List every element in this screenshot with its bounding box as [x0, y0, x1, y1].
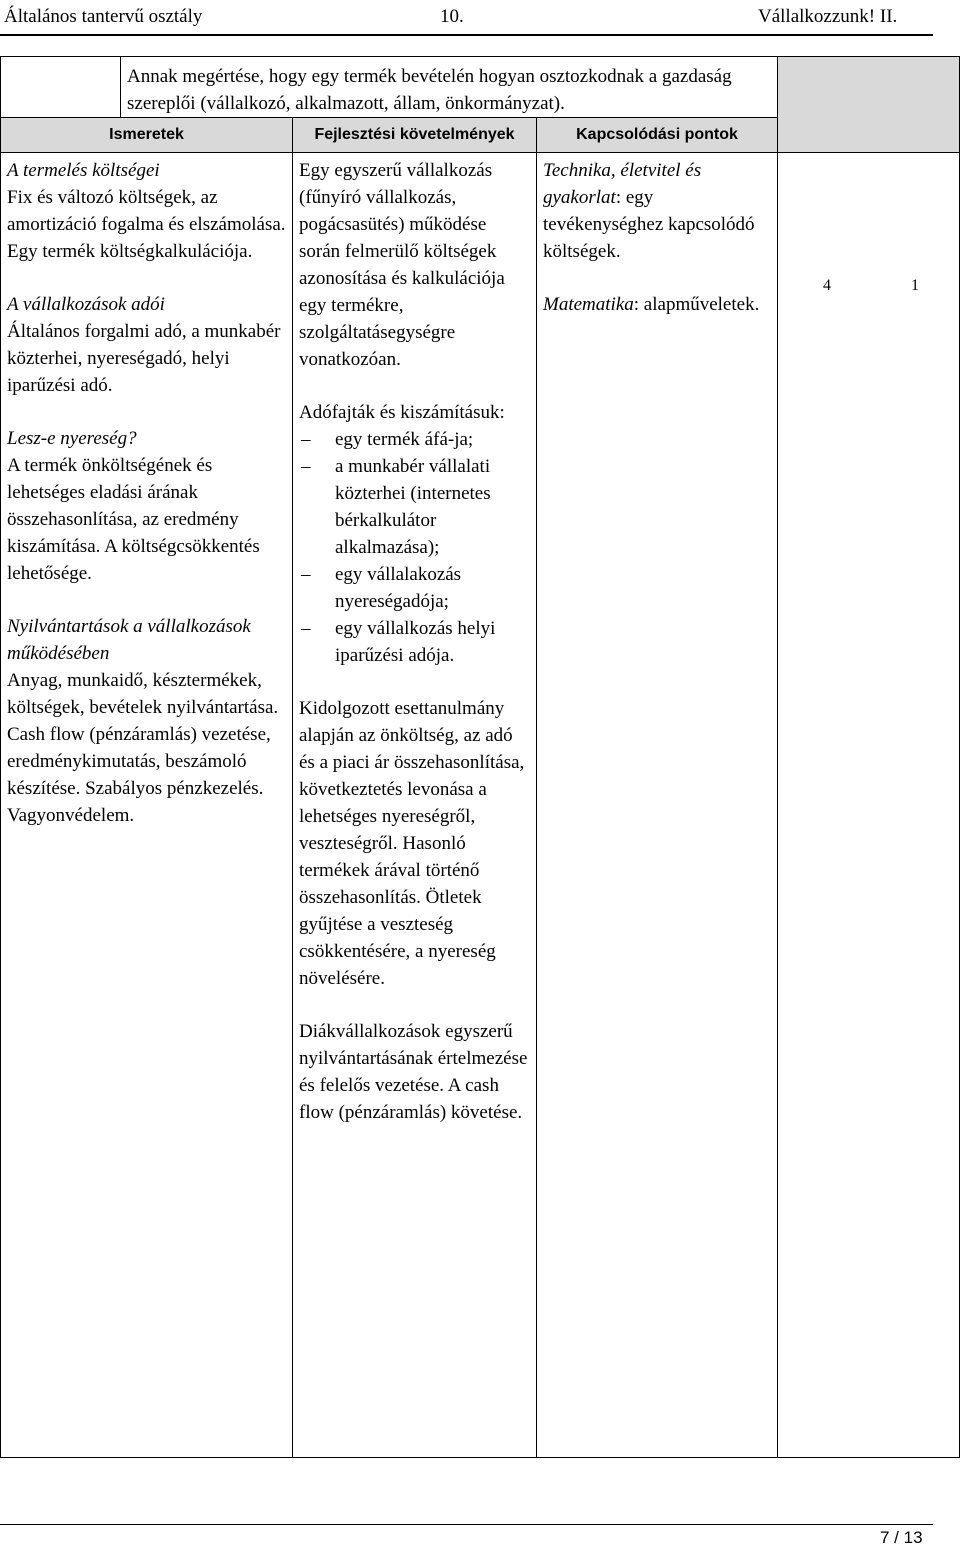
links-math — [543, 291, 771, 318]
page-header — [0, 0, 960, 36]
knowledge-section-records — [7, 613, 286, 829]
side-number-cell — [778, 153, 960, 1458]
intro-row — [1, 57, 960, 118]
knowledge-title-records: Nyilvántartások a vállalkozások működésében — [7, 616, 251, 664]
side-number-second: 1 — [911, 277, 920, 294]
header-module-title: Vállalkozzunk! II. — [758, 6, 898, 27]
intro-text: Annak megértése, hogy egy termék bevételén hogyan osztozkodnak a gazdaság szereplői (vállalkozó, alkalmazott, állam, önkormányzat). — [121, 57, 778, 118]
column-header-links: Kapcsolódási pontok — [537, 118, 778, 153]
knowledge-text-costs: Fix és változó költségek, az amortizáció fogalma és elszámolása. Egy termék költségkalkulációja. — [7, 187, 286, 262]
development-taxes-intro: Adófajták és kiszámításuk: — [299, 402, 505, 423]
page-number: 7 / 13 — [880, 1528, 923, 1547]
side-number-first: 4 — [823, 277, 832, 294]
footer-divider — [0, 1524, 933, 1525]
intro-blank-cell — [1, 57, 121, 118]
knowledge-text-records: Anyag, munkaidő, késztermékek, költségek, bevételek nyilvántartása. Cash flow (pénzáramlás) vezetése, eredménykimutatás, beszámoló készítése. Szabályos pénzkezelés. Vagyonvédelem. — [7, 670, 279, 826]
development-cell — [293, 153, 537, 1458]
knowledge-title-profit: Lesz-e nyereség? — [7, 428, 137, 449]
links-math-subject: Matematika — [543, 294, 634, 315]
development-taxes-list — [299, 426, 530, 669]
list-item: – egy vállalkozás helyi iparűzési adója. — [299, 615, 530, 669]
content-row — [1, 153, 960, 1458]
header-class-type: Általános tantervű osztály — [4, 6, 203, 27]
knowledge-section-costs — [7, 157, 286, 265]
knowledge-text-taxes: Általános forgalmi adó, a munkabér közterhei, nyereségadó, helyi iparűzési adó. — [7, 321, 281, 396]
knowledge-section-taxes — [7, 291, 286, 399]
links-cell — [537, 153, 778, 1458]
knowledge-section-profit — [7, 425, 286, 587]
development-text-costs: Egy egyszerű vállalkozás (fűnyíró vállalkozás, pogácsasütés) működése során felmerülő költségek azonosítása és kalkulációja egy termékre, szolgáltatásegységre vonatkozóan. — [299, 160, 505, 370]
list-item: – a munkabér vállalati közterhei (internetes bérkalkulátor alkalmazása); — [299, 453, 530, 561]
knowledge-text-profit: A termék önköltségének és lehetséges eladási árának összehasonlítása, az eredmény kiszámítása. A költségcsökkentés lehetősége. — [7, 455, 260, 584]
links-technology — [543, 157, 771, 265]
curriculum-table — [0, 56, 960, 1458]
links-math-text: : alapműveletek. — [633, 294, 760, 315]
column-header-knowledge: Ismeretek — [1, 118, 293, 153]
header-divider — [0, 34, 933, 36]
list-item: – egy termék áfá-ja; — [299, 426, 530, 453]
knowledge-title-taxes: A vállalkozások adói — [7, 294, 165, 315]
links-technology-subject: Technika, életvitel és gyakorlat — [543, 160, 702, 208]
knowledge-title-costs: A termelés költségei — [7, 160, 160, 181]
side-gray-cell — [778, 57, 960, 153]
links-technology-text: : egy tevékenységhez kapcsolódó költségek. — [543, 187, 755, 262]
development-section-taxes — [299, 399, 530, 669]
development-text-records: Diákvállalkozások egyszerű nyilvántartásának értelmezése és felelős vezetése. A cash flow (pénzáramlás) követése. — [299, 1021, 528, 1123]
knowledge-cell — [1, 153, 293, 1458]
list-item: – egy vállalakozás nyereségadója; — [299, 561, 530, 615]
header-grade: 10. — [440, 6, 464, 27]
development-text-casestudy: Kidolgozott esettanulmány alapján az önköltség, az adó és a piaci ár összehasonlítása, következtetés levonása a lehetséges nyereségről, veszteségről. Hasonló termékek árával történő összehasonlítás. Ötletek gyűjtése a veszteség csökkentésére, a nyereség növelésére. — [299, 698, 525, 989]
column-header-development: Fejlesztési követelmények — [293, 118, 537, 153]
